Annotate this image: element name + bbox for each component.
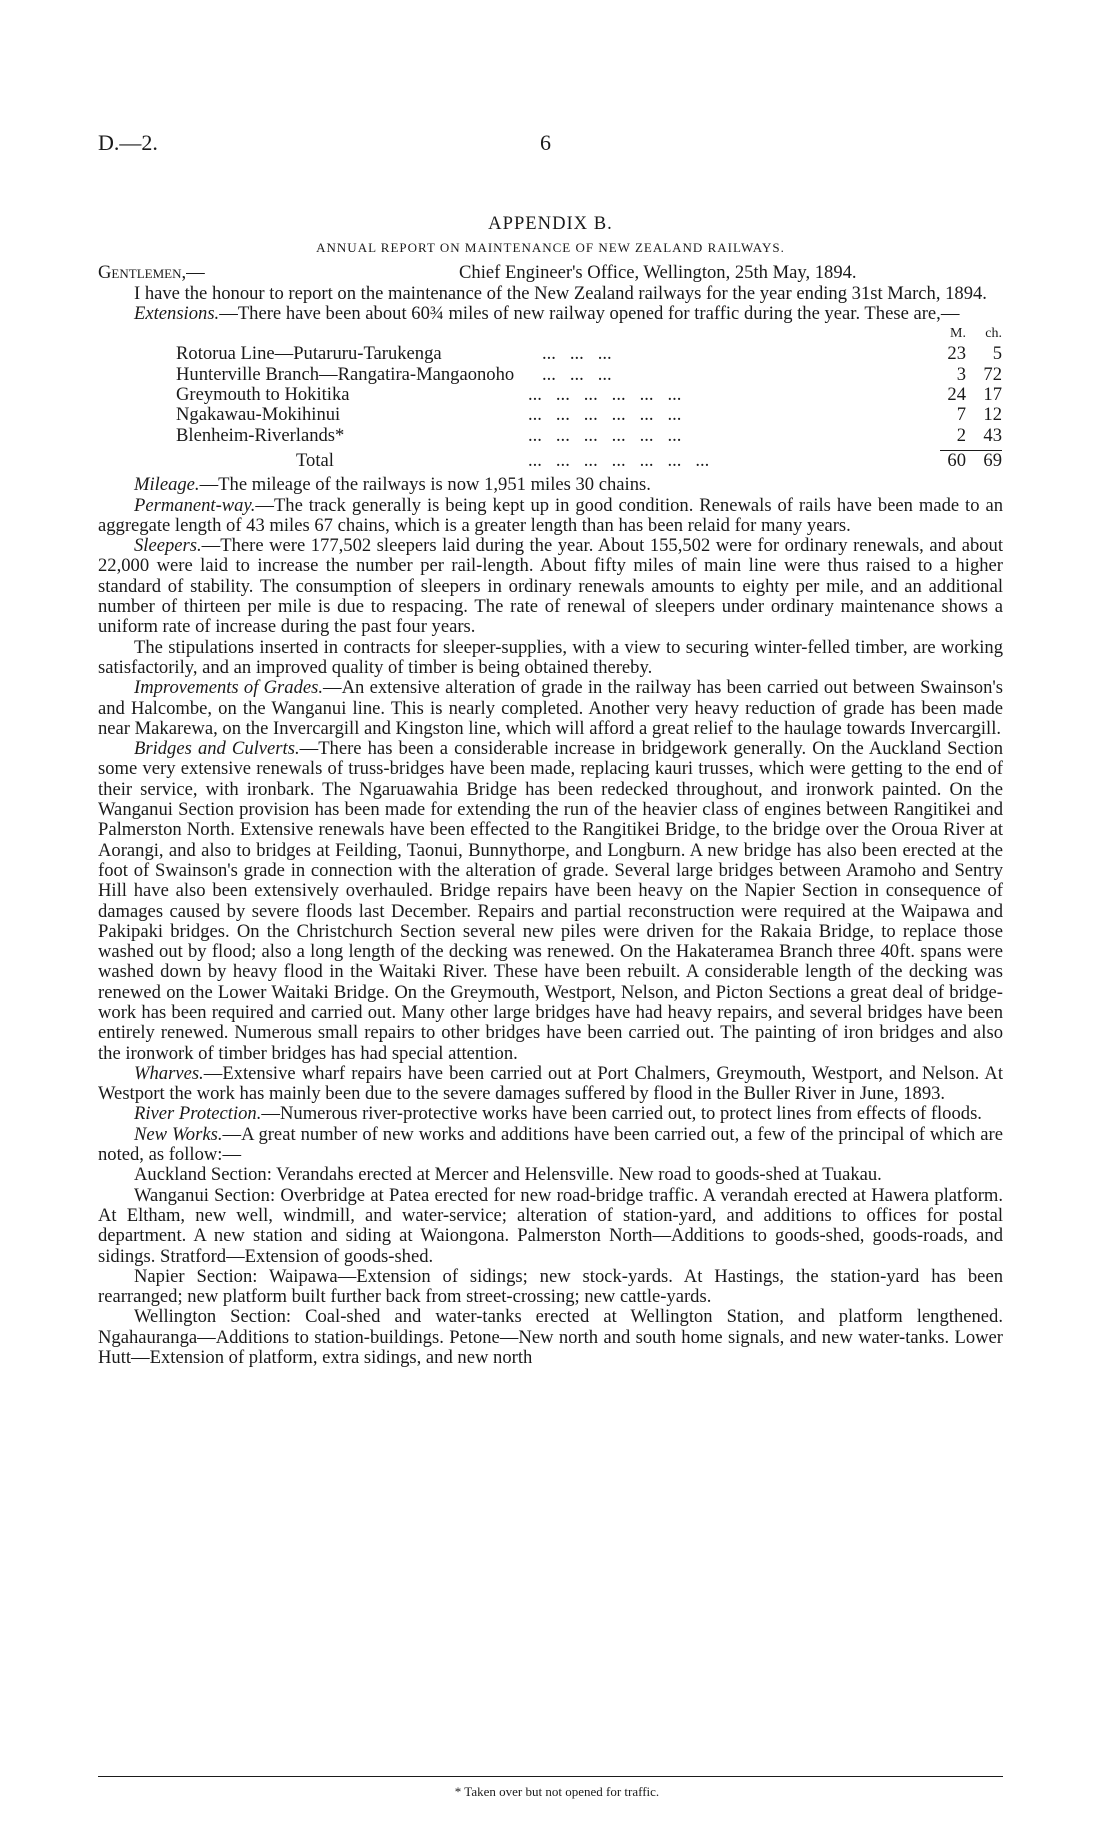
chains-value: 12 — [983, 404, 1002, 426]
chains-value: 5 — [992, 343, 1002, 365]
bridges-paragraph — [98, 739, 1003, 1064]
leader-dots: ... ... ... ... ... ... — [528, 384, 682, 406]
bridges-text: —There has been a considerable increase in bridgework generally. On the Auckland Section some very extensive renewals of truss-bridges have been made, replacing kauri trusses, which were getting to the end of their service, with ironbark. The Ngaruawahia Bridge has been redecked throughout, and ironwork painted. On the Wanganui Section provision has been made for extending the run of the heavier class of engines between Rangitikei and Palmerston North. Extensive renewals have been effected to the Rangitikei Bridge, to the bridge over the Oroua River at Aorangi, and also to bridges at Feilding, Taonui, Bunnythorpe, and Longburn. A new bridge has also been erected at the foot of Swainson's grade in connection with the alteration of grade. Several large bridges between Aramoho and Sentry Hill have also been extensively overhauled. Bridge repairs have been heavy on the Napier Section in consequence of damages caused by severe floods last December. Repairs and partial reconstruction were required at the Waipawa and Pakipaki bridges. On the Christchurch Section several new piles were driven for the Rakaia Bridge, to replace those washed out by flood; also a long length of the decking was renewed. On the Hakateramea Branch three 40ft. spans were washed down by heavy flood in the Waitaki River. These have been rebuilt. A considerable length of the decking was renewed on the Lower Waitaki Bridge. On the Greymouth, Westport, Nelson, and Picton Sections a great deal of bridge-work has been required and carried out. Many other large bridges have had heavy repairs, and several bridges have been entirely renewed. Numerous small repairs to other bridges have been carried out. The painting of iron bridges and also the ironwork of timber bridges has had special attention. — [98, 738, 1003, 1064]
wharves-heading: Wharves. — [134, 1062, 204, 1084]
grades-heading: Improvements of Grades. — [134, 677, 324, 699]
miles-value: 23 — [947, 343, 966, 365]
report-body — [98, 214, 1003, 1368]
wellington-section-paragraph: Wellington Section: Coal-shed and water-tanks erected at Wellington Station, and platform lengthened. Ngahauranga—Additions to station-buildings. Petone—New north and south home signals, and new water-tanks. Lower Hutt—Extension of platform, extra sidings, and new north — [98, 1306, 1003, 1369]
extensions-paragraph — [98, 304, 1003, 324]
stipulations-paragraph: The stipulations inserted in contracts for sleeper-supplies, with a view to securing winter-felled timber, are working satisfactorily, and an improved quality of timber is being obtained thereby. — [98, 636, 1003, 678]
napier-section-paragraph: Napier Section: Waipawa—Extension of sidings; new stock-yards. At Hastings, the station-yard has been rearranged; new platform built further back from street-crossing; new cattle-yards. — [98, 1265, 1003, 1308]
total-label: Total — [296, 449, 334, 471]
bridges-heading: Bridges and Culverts. — [134, 738, 300, 760]
chains-value: 17 — [983, 384, 1002, 406]
extensions-row — [176, 344, 1002, 364]
grades-paragraph — [98, 678, 1003, 739]
river-protection-text: —Numerous river-protective works have been carried out, to protect lines from effects of floods. — [261, 1103, 982, 1125]
line-name: Rotorua Line—Putaruru-Tarukenga — [176, 343, 442, 365]
sleepers-text: —There were 177,502 sleepers laid during the year. About 155,502 were for ordinary renewals, and about 22,000 were laid to increase the number per rail-length. About fifty miles of main line were thus raised to a higher standard of stability. The consumption of sleepers in ordinary renewals amounts to eighty per mile, and an additional number of thirteen per mile is due to respacing. The rate of renewal of sleepers under ordinary maintenance shows a uniform rate of increase during the past four years. — [98, 535, 1003, 638]
miles-value: 24 — [947, 384, 966, 406]
new-works-heading: New Works. — [134, 1123, 223, 1145]
extensions-heading: Extensions. — [134, 302, 220, 324]
extensions-text: —There have been about 60¾ miles of new railway opened for traffic during the year. These are,— — [219, 302, 960, 324]
miles-value: 7 — [956, 404, 966, 426]
river-protection-paragraph — [98, 1104, 1003, 1124]
salutation: Gentlemen,— — [98, 261, 205, 283]
col-miles-header: M. — [950, 326, 966, 342]
wharves-text: —Extensive wharf repairs have been carried out at Port Chalmers, Greymouth, Westport, and Nelson. At Westport the work has mainly been due to the severe damages suffered by flood in the Buller River in June, 1893. — [98, 1062, 1003, 1105]
wanganui-section-paragraph: Wanganui Section: Overbridge at Patea erected for new road-bridge traffic. A verandah erected at Hawera platform. At Eltham, new well, windmill, and water-service; alteration of station-yard, and additions to offices for postal department. A new station and siding at Waiongona. Palmerston North—Additions to goods-shed, goods-roads, and sidings. Stratford—Extension of goods-shed. — [98, 1184, 1003, 1267]
intro-paragraph: I have the honour to report on the maintenance of the New Zealand railways for the year ending 31st March, 1894. — [134, 282, 987, 304]
miles-value: 3 — [956, 363, 966, 385]
leader-dots: ... ... ... ... ... ... — [528, 404, 682, 426]
appendix-label: APPENDIX B. — [488, 213, 613, 234]
miles-value: 2 — [956, 424, 966, 446]
sleepers-heading: Sleepers. — [134, 535, 202, 557]
extensions-row — [176, 405, 1002, 425]
footnote-rule — [98, 1776, 1003, 1777]
extensions-row — [176, 426, 1002, 446]
page-number: 6 — [540, 130, 551, 155]
auckland-section-paragraph: Auckland Section: Verandahs erected at Mercer and Helensville. New road to goods-shed at Tuakau. — [134, 1164, 882, 1186]
line-name: Ngakawau-Mokihinui — [176, 404, 341, 426]
wharves-paragraph — [98, 1064, 1003, 1105]
leader-dots: ... ... ... ... ... ... ... — [528, 449, 710, 471]
total-row — [176, 451, 1002, 471]
chains-value: 72 — [983, 363, 1002, 385]
document-reference: D.—2. — [98, 130, 158, 155]
permanent-way-paragraph — [98, 496, 1003, 537]
mileage-heading: Mileage. — [134, 474, 200, 496]
permanent-way-heading: Permanent-way. — [134, 494, 256, 516]
extensions-row — [176, 365, 1002, 385]
line-name: Blenheim-Riverlands* — [176, 424, 345, 446]
col-chains-header: ch. — [985, 326, 1002, 342]
total-chains: 69 — [983, 449, 1002, 471]
leader-dots: ... ... ... — [528, 343, 612, 365]
line-name: Greymouth to Hokitika — [176, 384, 350, 406]
new-works-text: —A great number of new works and additions have been carried out, a few of the principal of which are noted, as follow:— — [98, 1123, 1003, 1166]
footnote: * Taken over but not opened for traffic. — [454, 1784, 660, 1799]
office-dateline: Chief Engineer's Office, Wellington, 25th May, 1894. — [459, 261, 857, 283]
extensions-table — [176, 324, 1002, 471]
extensions-row — [176, 385, 1002, 405]
permanent-way-text: —The track generally is being kept up in good condition. Renewals of rails have been made to an aggregate length of 43 miles 67 chains, which is a greater length than has been relaid for many years. — [98, 494, 1003, 536]
chains-value: 43 — [983, 424, 1002, 446]
sleepers-paragraph — [98, 536, 1003, 637]
new-works-paragraph — [98, 1125, 1003, 1166]
grades-text: —An extensive alteration of grade in the railway has been carried out between Swainson's and Halcombe, on the Wanganui line. This is nearly completed. Another very heavy reduction of grade has been made near Makarewa, on the Invercargill and Kingston line, which will afford a great relief to the haulage towards Invercargill. — [98, 677, 1003, 739]
line-name: Hunterville Branch—Rangatira-Mangaonoho — [176, 363, 515, 385]
salutation-row — [98, 263, 1003, 284]
mileage-paragraph — [98, 475, 1003, 495]
extensions-table-header — [176, 324, 1002, 344]
mileage-text: —The mileage of the railways is now 1,951 miles 30 chains. — [199, 474, 651, 496]
report-title: ANNUAL REPORT ON MAINTENANCE OF NEW ZEALAND RAILWAYS. — [316, 240, 785, 256]
total-miles: 60 — [947, 449, 966, 471]
river-protection-heading: River Protection. — [134, 1103, 262, 1125]
leader-dots: ... ... ... ... ... ... — [528, 424, 682, 446]
leader-dots: ... ... ... — [528, 363, 612, 385]
